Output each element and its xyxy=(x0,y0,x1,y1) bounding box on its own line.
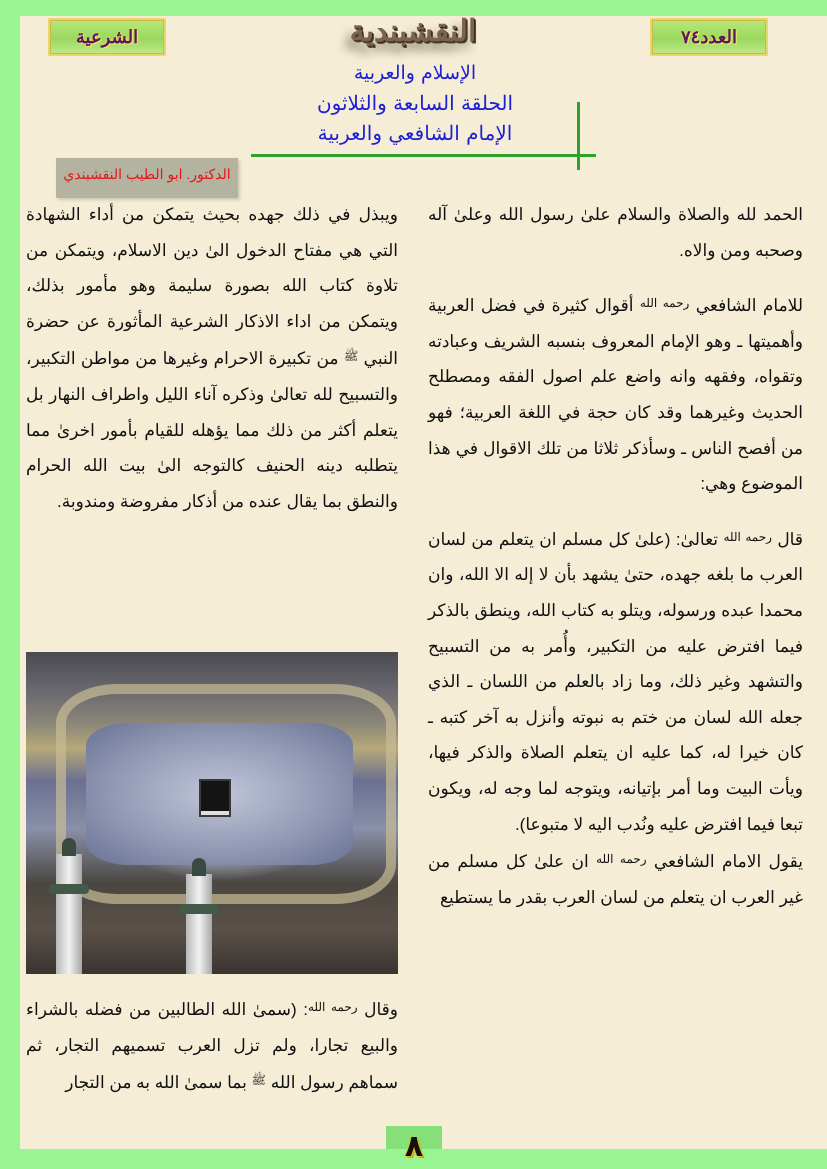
rahimahullah-icon: رحمه الله xyxy=(307,1000,358,1014)
rahimahullah-icon: رحمه الله xyxy=(639,296,690,311)
title-block xyxy=(250,58,580,148)
minaret-icon xyxy=(56,854,82,974)
logo-text: النقشبندية xyxy=(349,14,477,49)
kaaba-icon xyxy=(201,781,229,815)
article-title: الإمام الشافعي والعربية xyxy=(317,121,513,145)
kaaba-photo xyxy=(26,652,398,974)
paragraph: يقول الامام الشافعي $^{رحمه الله}$ ان علىٰ كل مسلم من غير العرب ان يتعلم من لسان العرب بقدر ما يستطيع xyxy=(428,852,803,907)
rahimahullah-icon: رحمه الله xyxy=(723,529,772,544)
minaret-icon xyxy=(186,874,212,974)
issue-label: العدد٧٤ xyxy=(681,26,737,48)
rahimahullah-icon: رحمه الله xyxy=(596,852,647,867)
episode-title: الحلقة السابعة والثلاثون xyxy=(316,91,514,115)
issue-badge xyxy=(650,18,768,56)
vertical-rule xyxy=(577,102,580,170)
author-box xyxy=(56,158,238,198)
paragraph: الحمد لله والصلاة والسلام علىٰ رسول الله وعلىٰ آله وصحبه ومن والاه. xyxy=(428,205,803,260)
left-column xyxy=(26,197,398,519)
salallahu-icon: ﷺ xyxy=(251,1073,267,1088)
page-number: ٨ xyxy=(404,1129,424,1164)
series-title: الإسلام والعربية xyxy=(353,62,477,84)
paragraph: وقال $^{رحمه الله}$: (سمىٰ الله الطالبين من فضله بالشراء والبيع تجارا، ولم تزل العرب تسميهم التجار، ثم سماهم رسول الله $^ﷺ$ بما سمىٰ الله به من التجار xyxy=(26,1000,398,1093)
section-badge xyxy=(48,18,166,56)
author-name: الدكتور. ابو الطيب النقشبندي xyxy=(63,166,231,182)
horizontal-rule xyxy=(251,154,596,157)
section-label: الشرعية xyxy=(75,26,139,48)
paragraph: ويبذل في ذلك جهده بحيث يتمكن من أداء الشهادة التي هي مفتاح الدخول الىٰ دين الاسلام، ويتمكن من تلاوة كتاب الله بصورة سليمة وهو مأمور بذلك، ويتمكن من اداء الاذكار الشرعية المأثورة عن حضرة النبي $^ﷺ$ من تكبيرة الاحرام وغيرها من مواطن التكبير، والتسبيح لله تعالىٰ وذكره آناء الليل واطراف النهار بل يتعلم أكثر من ذلك مما يؤهله للقيام بأمور اخرىٰ مما يتطلبه دينه الحنيف كالتوجه الىٰ بيت الله الحرام والنطق بما يقال عنده من أذكار مفروضة ومندوبة. xyxy=(26,205,398,511)
salallahu-icon: ﷺ xyxy=(343,349,359,364)
left-column-continued xyxy=(26,990,398,1101)
paragraph: قال $^{رحمه الله}$ تعالىٰ: (علىٰ كل مسلم ان يتعلم من لسان العرب ما بلغه جهده، حتىٰ يشهد بأن لا إله الا الله، وان محمدا عبده ورسوله، ويتلو به كتاب الله، وينطق بالذكر فيما افترض عليه من التكبير، وأُمر به من التسبيح والتشهد وغير ذلك، وما زاد بالعلم من اللسان ـ الذي جعله الله لسان من ختم به نبوته وأنزل به آخر كتبه ـ كان خيرا له، كما عليه ان يتعلم الصلاة والذكر فيها، ويأت البيت وما أمر بإتيانه، ويتوجه لما وجه له، ويكون تبعا فيما افترض عليه ونُدب اليه لا متبوعا). xyxy=(428,529,803,834)
paragraph: للامام الشافعي $^{رحمه الله}$ أقوال كثيرة في فضل العربية وأهميتها ـ وهو الإمام المعروف بنسبه الشريف وعبادته وتقواه، وفقهه وانه واضع علم اصول الفقه ومصطلح الحديث وغيرهما وقد كان حجة في اللغة العربية؛ فهو من أفصح الناس ـ وسأذكر ثلاثا من تلك الاقوال في هذا الموضوع وهي: xyxy=(428,296,803,494)
right-column xyxy=(428,197,803,915)
